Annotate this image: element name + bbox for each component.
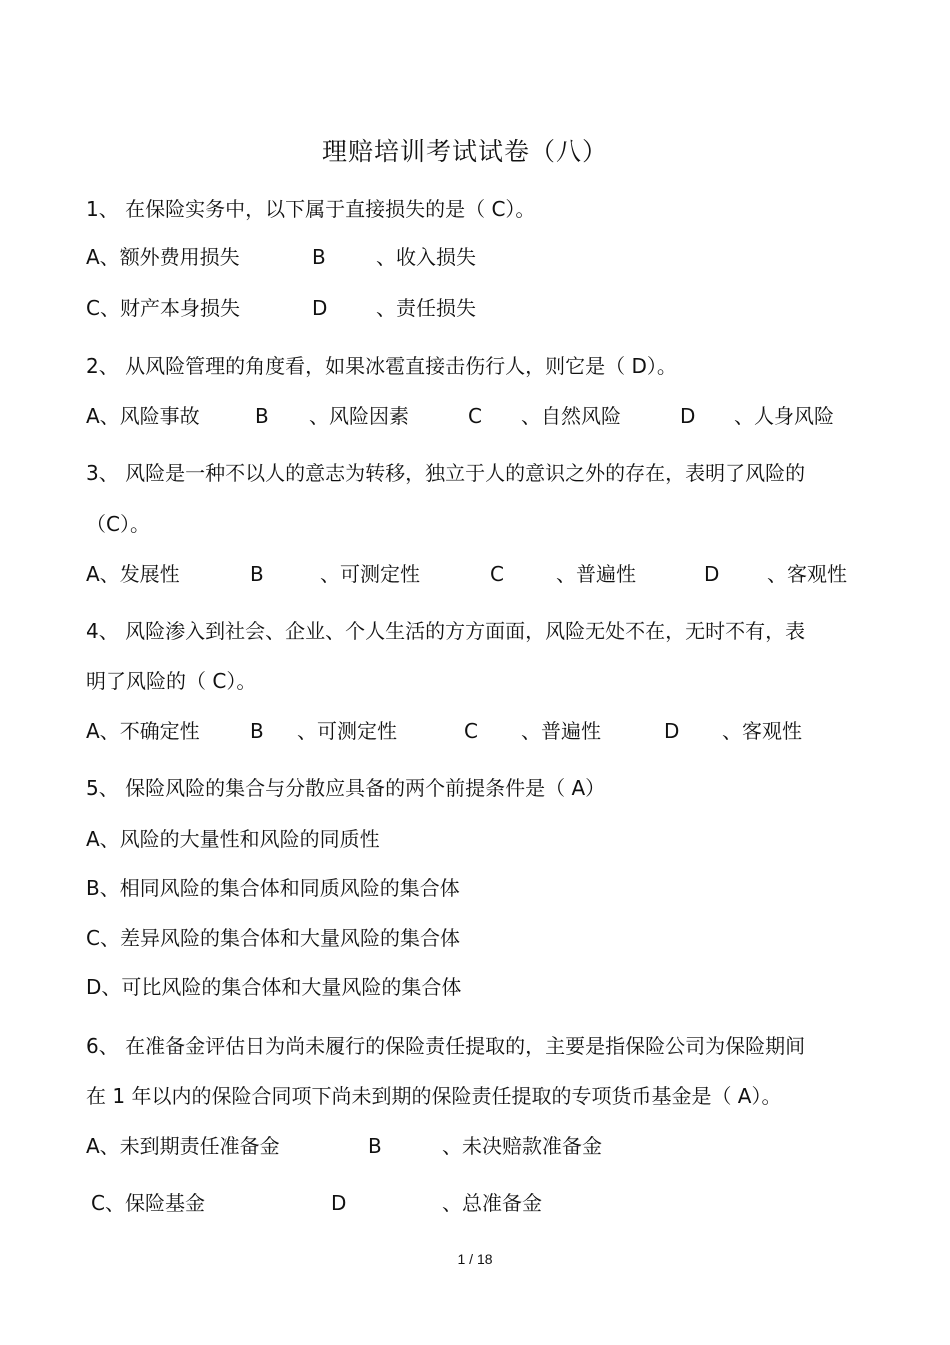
question-3-option-a: A、发展性 <box>86 562 180 586</box>
question-2-option-d-letter: D <box>680 404 696 428</box>
question-1-stem: 1、 在保险实务中，以下属于直接损失的是（ C）。 <box>86 197 536 221</box>
question-1-option-b-text: 、收入损失 <box>376 245 476 269</box>
question-3-option-b-text: 、可测定性 <box>320 562 420 586</box>
question-5-option-c: C、差异风险的集合体和大量风险的集合体 <box>86 926 460 950</box>
question-6-option-d-letter: D <box>331 1191 347 1215</box>
question-4-stem-line-1: 4、 风险渗入到社会、企业、个人生活的方方面面，风险无处不在，无时不有，表 <box>86 619 806 643</box>
question-4-stem-line-2: 明了风险的（ C）。 <box>86 669 257 693</box>
question-1-option-b-letter: B <box>312 245 326 269</box>
question-1-option-c: C、财产本身损失 <box>86 296 240 320</box>
question-6-option-b-text: 、未决赔款准备金 <box>442 1134 602 1158</box>
question-6-option-d-text: 、总准备金 <box>442 1191 542 1215</box>
question-4-option-d-text: 、客观性 <box>722 719 802 743</box>
question-1-option-a: A、额外费用损失 <box>86 245 240 269</box>
question-3-option-c-letter: C <box>490 562 504 586</box>
question-2-option-c-text: 、自然风险 <box>521 404 621 428</box>
question-5-option-d: D、可比风险的集合体和大量风险的集合体 <box>86 975 462 999</box>
question-4-option-c-text: 、普遍性 <box>521 719 601 743</box>
question-5-option-b: B、相同风险的集合体和同质风险的集合体 <box>86 876 460 900</box>
question-5-option-a: A、风险的大量性和风险的同质性 <box>86 827 380 851</box>
question-4-option-c-letter: C <box>464 719 478 743</box>
question-1-option-d-letter: D <box>312 296 328 320</box>
question-6-option-c: C、保险基金 <box>91 1191 205 1215</box>
question-6-stem-line-1: 6、 在准备金评估日为尚未履行的保险责任提取的，主要是指保险公司为保险期间 <box>86 1034 806 1058</box>
question-3-stem-line-2: （C）。 <box>86 512 150 536</box>
question-2-option-a: A、风险事故 <box>86 404 200 428</box>
question-2-option-b-text: 、风险因素 <box>309 404 409 428</box>
question-3-option-d-letter: D <box>704 562 720 586</box>
question-2-option-d-text: 、人身风险 <box>734 404 834 428</box>
question-2-stem: 2、 从风险管理的角度看，如果冰雹直接击伤行人，则它是（ D）。 <box>86 354 677 378</box>
question-4-option-d-letter: D <box>664 719 680 743</box>
page-title: 理赔培训考试试卷（八） <box>321 137 608 166</box>
question-3-option-d-text: 、客观性 <box>767 562 847 586</box>
question-4-option-a: A、不确定性 <box>86 719 200 743</box>
question-5-stem: 5、 保险风险的集合与分散应具备的两个前提条件是（ A） <box>86 776 606 800</box>
question-3-option-c-text: 、普遍性 <box>556 562 636 586</box>
page-number: 1 / 18 <box>457 1251 493 1267</box>
question-1-option-d-text: 、责任损失 <box>376 296 476 320</box>
question-4-option-b-text: 、可测定性 <box>297 719 397 743</box>
question-6-option-b-letter: B <box>368 1134 382 1158</box>
question-3-option-b-letter: B <box>250 562 264 586</box>
question-6-option-a: A、未到期责任准备金 <box>86 1134 280 1158</box>
question-2-option-c-letter: C <box>468 404 482 428</box>
question-6-stem-line-2: 在 1 年以内的保险合同项下尚未到期的保险责任提取的专项货币基金是（ A）。 <box>86 1084 782 1108</box>
question-4-option-b-letter: B <box>250 719 264 743</box>
question-2-option-b-letter: B <box>255 404 269 428</box>
question-3-stem-line-1: 3、 风险是一种不以人的意志为转移，独立于人的意识之外的存在，表明了风险的 <box>86 461 806 485</box>
